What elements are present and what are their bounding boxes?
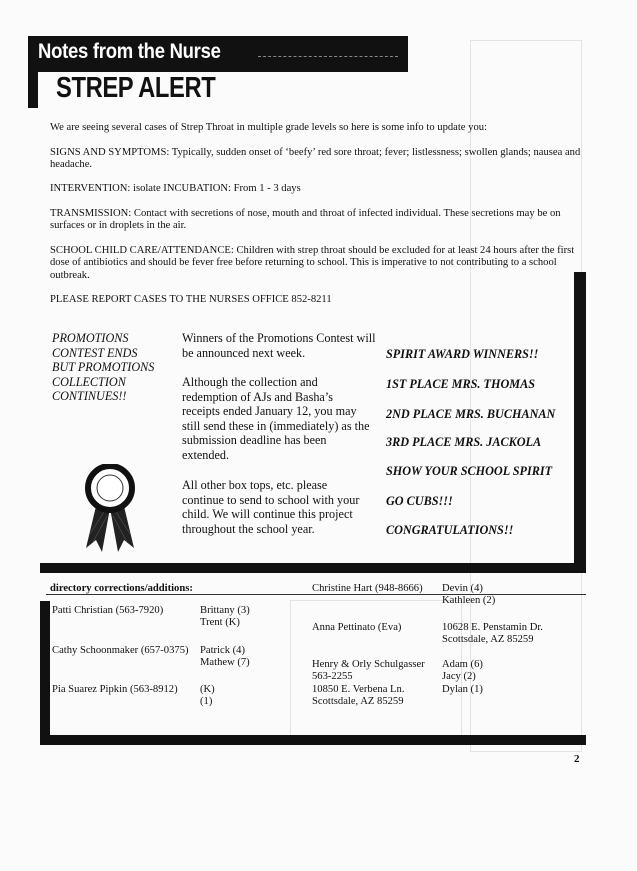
section-header-bar <box>28 36 408 72</box>
directory-child: Jacy (2) <box>442 671 476 683</box>
directory-left-children <box>200 684 215 709</box>
bottom-black-rule <box>40 735 586 745</box>
spirit-congrats: CONGRATULATIONS!! <box>386 523 514 537</box>
promotions-heading-line: CONTEST ENDS <box>52 345 138 360</box>
directory-left-children <box>200 605 250 630</box>
section-title: Notes from the Nurse <box>38 40 221 63</box>
middle-black-rule <box>40 563 586 573</box>
directory-child: Scottsdale, AZ 85259 <box>442 634 534 646</box>
promotions-para-2: Although the collection and redemption of AJs and Basha’s receipts ended January 12, you may still send these in (immediately) as the submission deadline has been extended. <box>182 375 370 462</box>
page-number: 2 <box>574 753 580 765</box>
spirit-third-place: 3RD PLACE MRS. JACKOLA <box>386 435 542 449</box>
directory-left-name: Patti Christian (563-7920) <box>52 605 164 616</box>
strep-signs: SIGNS AND SYMPTOMS: Typically, sudden onset of ‘beefy’ red sore throat; fever; listlessness; swollen glands; nausea and headache. <box>50 147 581 171</box>
promotions-heading-line: PROMOTIONS <box>52 331 129 345</box>
directory-child: Devin (4) <box>442 583 483 594</box>
strep-alert-headline: STREP ALERT <box>56 72 216 104</box>
directory-left-children <box>200 645 250 670</box>
promotions-heading-line: BUT PROMOTIONS <box>52 360 155 375</box>
directory-child: Trent (K) <box>200 617 240 629</box>
directory-child: 10628 E. Penstamin Dr. <box>442 622 543 633</box>
strep-report: PLEASE REPORT CASES TO THE NURSES OFFICE 852-8211 <box>50 294 332 305</box>
directory-name-line: 563-2255 <box>312 671 353 683</box>
promotions-para-1: Winners of the Promotions Contest will be announced next week. <box>182 331 376 360</box>
directory-name-line: Scottsdale, AZ 85259 <box>312 696 404 708</box>
promotions-heading-line: CONTINUES!! <box>52 389 127 404</box>
strep-intro: We are seeing several cases of Strep Throat in multiple grade levels so here is some info to update you: <box>50 122 487 133</box>
directory-left-name: Cathy Schoonmaker (657-0375) <box>52 645 189 656</box>
directory-child: (K) <box>200 684 215 695</box>
directory-child: Brittany (3) <box>200 605 250 616</box>
directory-left-name: Pia Suarez Pipkin (563-8912) <box>52 684 178 695</box>
promotions-para-3: All other box tops, etc. please continue to send to school with your child. We will continue this project throughout the school year. <box>182 478 360 536</box>
directory-child: Kathleen (2) <box>442 595 496 607</box>
directory-child: (1) <box>200 696 213 708</box>
strep-transmission: TRANSMISSION: Contact with secretions of nose, mouth and throat of infected individual. These secretions may be on surfaces or in droplets in the air. <box>50 208 561 232</box>
right-black-rule <box>574 272 586 572</box>
directory-name-line: Henry & Orly Schulgasser <box>312 659 425 670</box>
directory-child: Adam (6) <box>442 659 483 670</box>
directory-right-name: Christine Hart (948-8666) <box>312 583 423 594</box>
directory-right-children <box>442 659 483 696</box>
header-left-rule <box>28 72 38 108</box>
promotions-heading <box>52 331 154 404</box>
directory-right-children <box>442 583 495 608</box>
promotions-heading-line: COLLECTION <box>52 374 126 389</box>
award-ribbon-icon <box>80 464 140 554</box>
directory-right-children <box>442 622 543 647</box>
directory-right-name: Anna Pettinato (Eva) <box>312 622 402 633</box>
directory-name-line: 10850 E. Verbena Ln. <box>312 683 405 695</box>
spirit-show: SHOW YOUR SCHOOL SPIRIT <box>386 464 553 478</box>
spirit-second-place: 2ND PLACE MRS. BUCHANAN <box>386 407 556 421</box>
directory-child: Dylan (1) <box>442 683 483 695</box>
strep-attendance: SCHOOL CHILD CARE/ATTENDANCE: Children with strep throat should be excluded for at least 24 hours after the first dose of antibiotics and should be fever free before returning to school. This is imperative to not contributing to a school outbreak. <box>50 245 575 281</box>
spirit-first-place: 1ST PLACE MRS. THOMAS <box>386 377 535 391</box>
directory-right-name <box>312 659 425 709</box>
header-dashes <box>258 56 398 57</box>
strep-intervention: INTERVENTION: isolate INCUBATION: From 1 - 3 days <box>50 183 301 194</box>
spirit-award-title: SPIRIT AWARD WINNERS!! <box>386 347 539 361</box>
directory-heading: directory corrections/additions: <box>50 583 193 594</box>
directory-left-rule <box>40 601 50 741</box>
directory-child: Mathew (7) <box>200 657 250 669</box>
spirit-go-cubs: GO CUBS!!! <box>386 494 453 508</box>
directory-child: Patrick (4) <box>200 645 246 656</box>
